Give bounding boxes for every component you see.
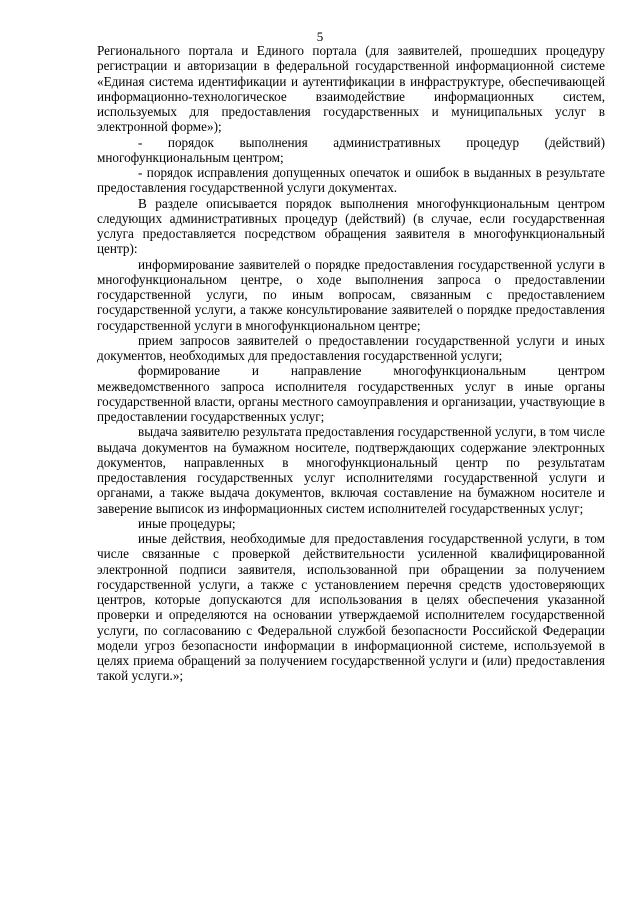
document-body	[97, 43, 605, 684]
paragraph-other-actions: иные действия, необходимые для предоставления государственной услуги, в том числе связанные с проверкой действительности усиленной квалифицированной электронной подписи заявителя, использованной при обращении за получением государственной услуги, а также с установлением перечня средств удостоверяющих центров, которые допускаются для использования в целях обеспечения указанной проверки и определяются на основании утверждаемой исполнителем государственной услуги, по согласованию с Федеральной службой безопасности Российской Федерации модели угроз безопасности информации в информационной системе, используемой в целях приема обращений за получением государственной услуги и (или) предоставления такой услуги.»;	[97, 531, 605, 684]
paragraph-receiving-requests: прием запросов заявителей о предоставлении государственной услуги и иных документов, необходимых для предоставления государственной услуги;	[97, 332, 605, 363]
paragraph-section-description: В разделе описывается порядок выполнения многофункциональным центром следующих административных процедур (действий) (в случае, если государственная услуга предоставляется посредством обращения заявителя в многофункциональный центр):	[97, 195, 605, 257]
paragraph-mfc-procedures-order: - порядок выполнения административных процедур (действий) многофункциональным центром;	[97, 134, 605, 165]
paragraph-typo-correction-order: - порядок исправления допущенных опечаток и ошибок в выданных в результате предоставления государственной услуги документах.	[97, 165, 605, 196]
paragraph-other-procedures: иные процедуры;	[138, 515, 236, 531]
paragraph-informing-applicants: информирование заявителей о порядке предоставления государственной услуги в многофункциональном центре, о ходе выполнения запроса о предоставлении государственной услуги, по иным вопросам, связанным с предоставлением государственной услуги, а также консультирование заявителей о порядке предоставления государственной услуги в многофункциональном центре;	[97, 256, 605, 333]
paragraph-portal-registration: Регионального портала и Единого портала (для заявителей, прошедших процедуру регистрации и авторизации в федеральной государственной информационной системе «Единая система идентификации и аутентификации в инфраструктуре, обеспечивающей информационно-технологическое взаимодействие информационных систем, используемых для предоставления государственных и муниципальных услуг в электронной форме»);	[97, 43, 605, 135]
paragraph-issuing-result: выдача заявителю результата предоставления государственной услуги, в том числе выдача документов на бумажном носителе, подтверждающих содержание электронных документов, направленных в многофункциональный центр по результатам предоставления государственных услуг исполнителями государственной услуги и органами, а также выдача документов, включая составление на бумажном носителе и заверение выписок из информационных систем исполнителей государственных услуг;	[97, 424, 605, 516]
paragraph-interagency-request: формирование и направление многофункциональным центром межведомственного запроса исполнителя государственных услуг в иные органы государственной власти, органы местного самоуправления и организации, участвующие в предоставлении государственных услуг;	[97, 363, 605, 424]
page-number: 5	[316, 29, 324, 44]
